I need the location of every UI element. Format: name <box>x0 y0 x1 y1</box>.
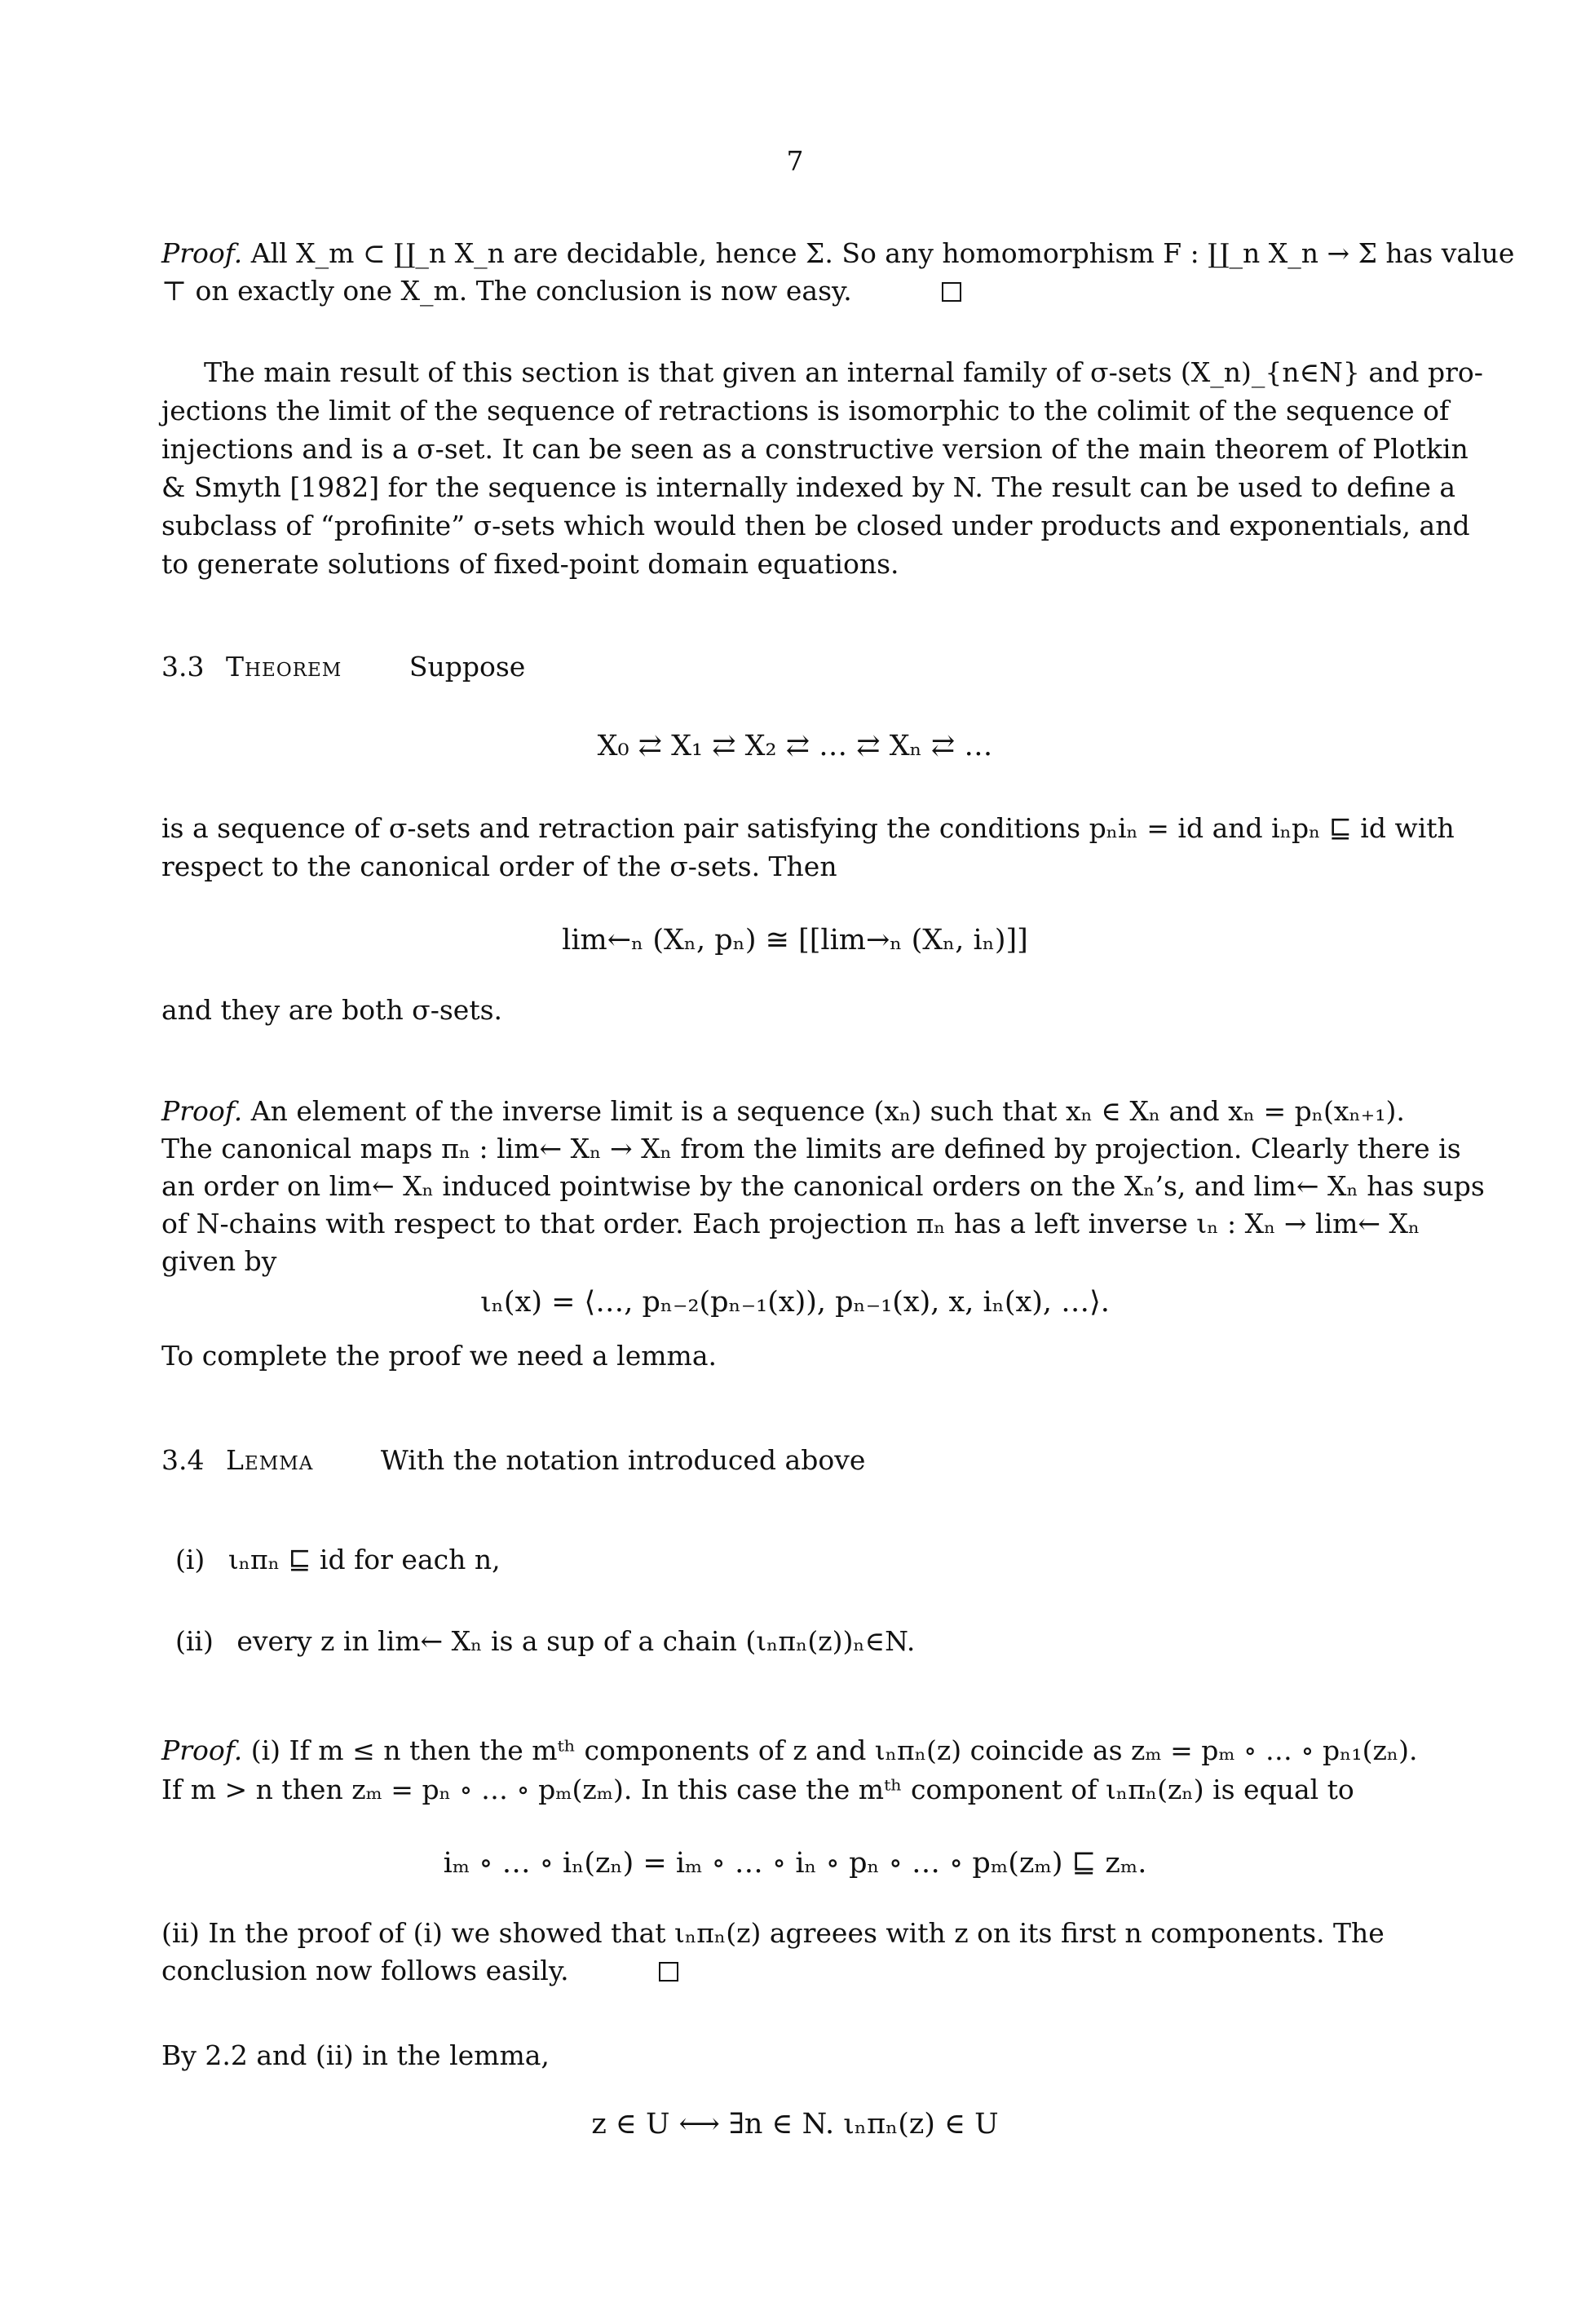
proof3-line1 <box>161 1732 1418 1770</box>
theorem-chain-formula: X₀ ⇄ X₁ ⇄ X₂ ⇄ … ⇄ Xₙ ⇄ … <box>597 730 993 762</box>
proof3-line4 <box>161 1952 678 1990</box>
paragraph1-line: The main result of this section is that given an internal family of σ-sets (X_n)_{n∈N} and pro- <box>204 356 1483 388</box>
lemma-heading <box>161 1442 865 1479</box>
proof3-line2: If m > n then zₘ = pₙ ∘ … ∘ pₘ(zₘ). In this case the mᵗʰ component of ιₙπₙ(zₙ) is equal to <box>161 1774 1354 1805</box>
theorem-intro: Suppose <box>409 651 526 683</box>
lemma-label: Lemma <box>225 1444 314 1476</box>
paragraph1-line: injections and is a σ-set. It can be seen as a constructive version of the main theorem of Plotkin <box>161 433 1469 465</box>
lemma-item <box>175 1541 501 1579</box>
qed-square-icon <box>659 1962 678 1982</box>
page-number: 7 <box>786 145 804 177</box>
proof1-line1 <box>161 235 1514 272</box>
proof3-text1: (i) If m ≤ n then the mᵗʰ components of z and ιₙπₙ(z) coincide as zₘ = pₘ ∘ … ∘ pₙ₁(zₙ). <box>250 1734 1418 1766</box>
proof2-text: An element of the inverse limit is a sequence (xₙ) such that xₙ ∈ Xₙ and xₙ = pₙ(xₙ₊₁). <box>250 1095 1405 1127</box>
lemma-item-label: (ii) <box>175 1625 214 1657</box>
theorem-heading <box>161 648 525 686</box>
lemma-item-label: (i) <box>175 1544 205 1575</box>
qed-square-icon <box>942 282 961 302</box>
proof2-line: of N-chains with respect to that order. Each projection πₙ has a left inverse ιₙ : Xₙ → lim← Xₙ <box>161 1208 1420 1239</box>
paragraph1-line: & Smyth [1982] for the sequence is internally indexed by N. The result can be used to define a <box>161 471 1456 503</box>
proof-label: Proof. <box>161 1095 243 1127</box>
theorem-limit-formula: lim←ₙ (Xₙ, pₙ) ≅ [[lim→ₙ (Xₙ, iₙ)]] <box>562 924 1028 957</box>
lemma-item-text: ιₙπₙ ⊑ id for each n, <box>227 1544 501 1575</box>
theorem-body-line2: respect to the canonical order of the σ-sets. Then <box>161 851 837 882</box>
closing-formula: z ∈ U ⟷ ∃n ∈ N. ιₙπₙ(z) ∈ U <box>591 2108 999 2141</box>
paragraph1-line: to generate solutions of fixed-point domain equations. <box>161 548 899 580</box>
theorem-label: Theorem <box>225 651 342 683</box>
proof2-line: an order on lim← Xₙ induced pointwise by the canonical orders on the Xₙ’s, and lim← Xₙ has sups <box>161 1170 1485 1202</box>
proof1-text2: ⊤ on exactly one X_m. The conclusion is now easy. <box>161 275 852 307</box>
proof2-after: To complete the proof we need a lemma. <box>161 1340 717 1372</box>
lemma-intro: With the notation introduced above <box>380 1444 866 1476</box>
proof3-text4: conclusion now follows easily. <box>161 1955 569 1986</box>
paragraph1-line: jections the limit of the sequence of retractions is isomorphic to the colimit of the sequence of <box>161 395 1450 426</box>
lemma-item-text: every z in lim← Xₙ is a sup of a chain (ιₙπₙ(z))ₙ∈N. <box>236 1625 916 1657</box>
proof3-line3: (ii) In the proof of (i) we showed that ιₙπₙ(z) agreees with z on its first n components. The <box>161 1917 1385 1949</box>
proof2-line: given by <box>161 1245 277 1277</box>
paragraph1-line: subclass of “profinite” σ-sets which would then be closed under products and exponentials, and <box>161 510 1470 541</box>
lemma-item <box>175 1623 915 1660</box>
proof2-line1 <box>161 1093 1405 1130</box>
proof2-iota-formula: ιₙ(x) = ⟨…, pₙ₋₂(pₙ₋₁(x)), pₙ₋₁(x), x, iₙ(x), …⟩. <box>480 1286 1110 1319</box>
proof-label: Proof. <box>161 1734 243 1766</box>
lemma-number: 3.4 <box>161 1444 205 1476</box>
theorem-body-line1: is a sequence of σ-sets and retraction pair satisfying the conditions pₙiₙ = id and iₙpₙ ⊑ id with <box>161 812 1455 844</box>
proof1-line2 <box>161 272 961 310</box>
proof-label: Proof. <box>161 237 243 269</box>
closing-text: By 2.2 and (ii) in the lemma, <box>161 2039 550 2071</box>
proof1-text1: All X_m ⊂ ∐_n X_n are decidable, hence Σ. So any homomorphism F : ∐_n X_n → Σ has value <box>250 237 1515 269</box>
theorem-conclusion: and they are both σ-sets. <box>161 994 503 1026</box>
proof2-line: The canonical maps πₙ : lim← Xₙ → Xₙ from the limits are defined by projection. Clearly there is <box>161 1133 1461 1164</box>
theorem-number: 3.3 <box>161 651 205 683</box>
proof3-formula: iₘ ∘ … ∘ iₙ(zₙ) = iₘ ∘ … ∘ iₙ ∘ pₙ ∘ … ∘ pₘ(zₘ) ⊑ zₘ. <box>443 1847 1147 1880</box>
